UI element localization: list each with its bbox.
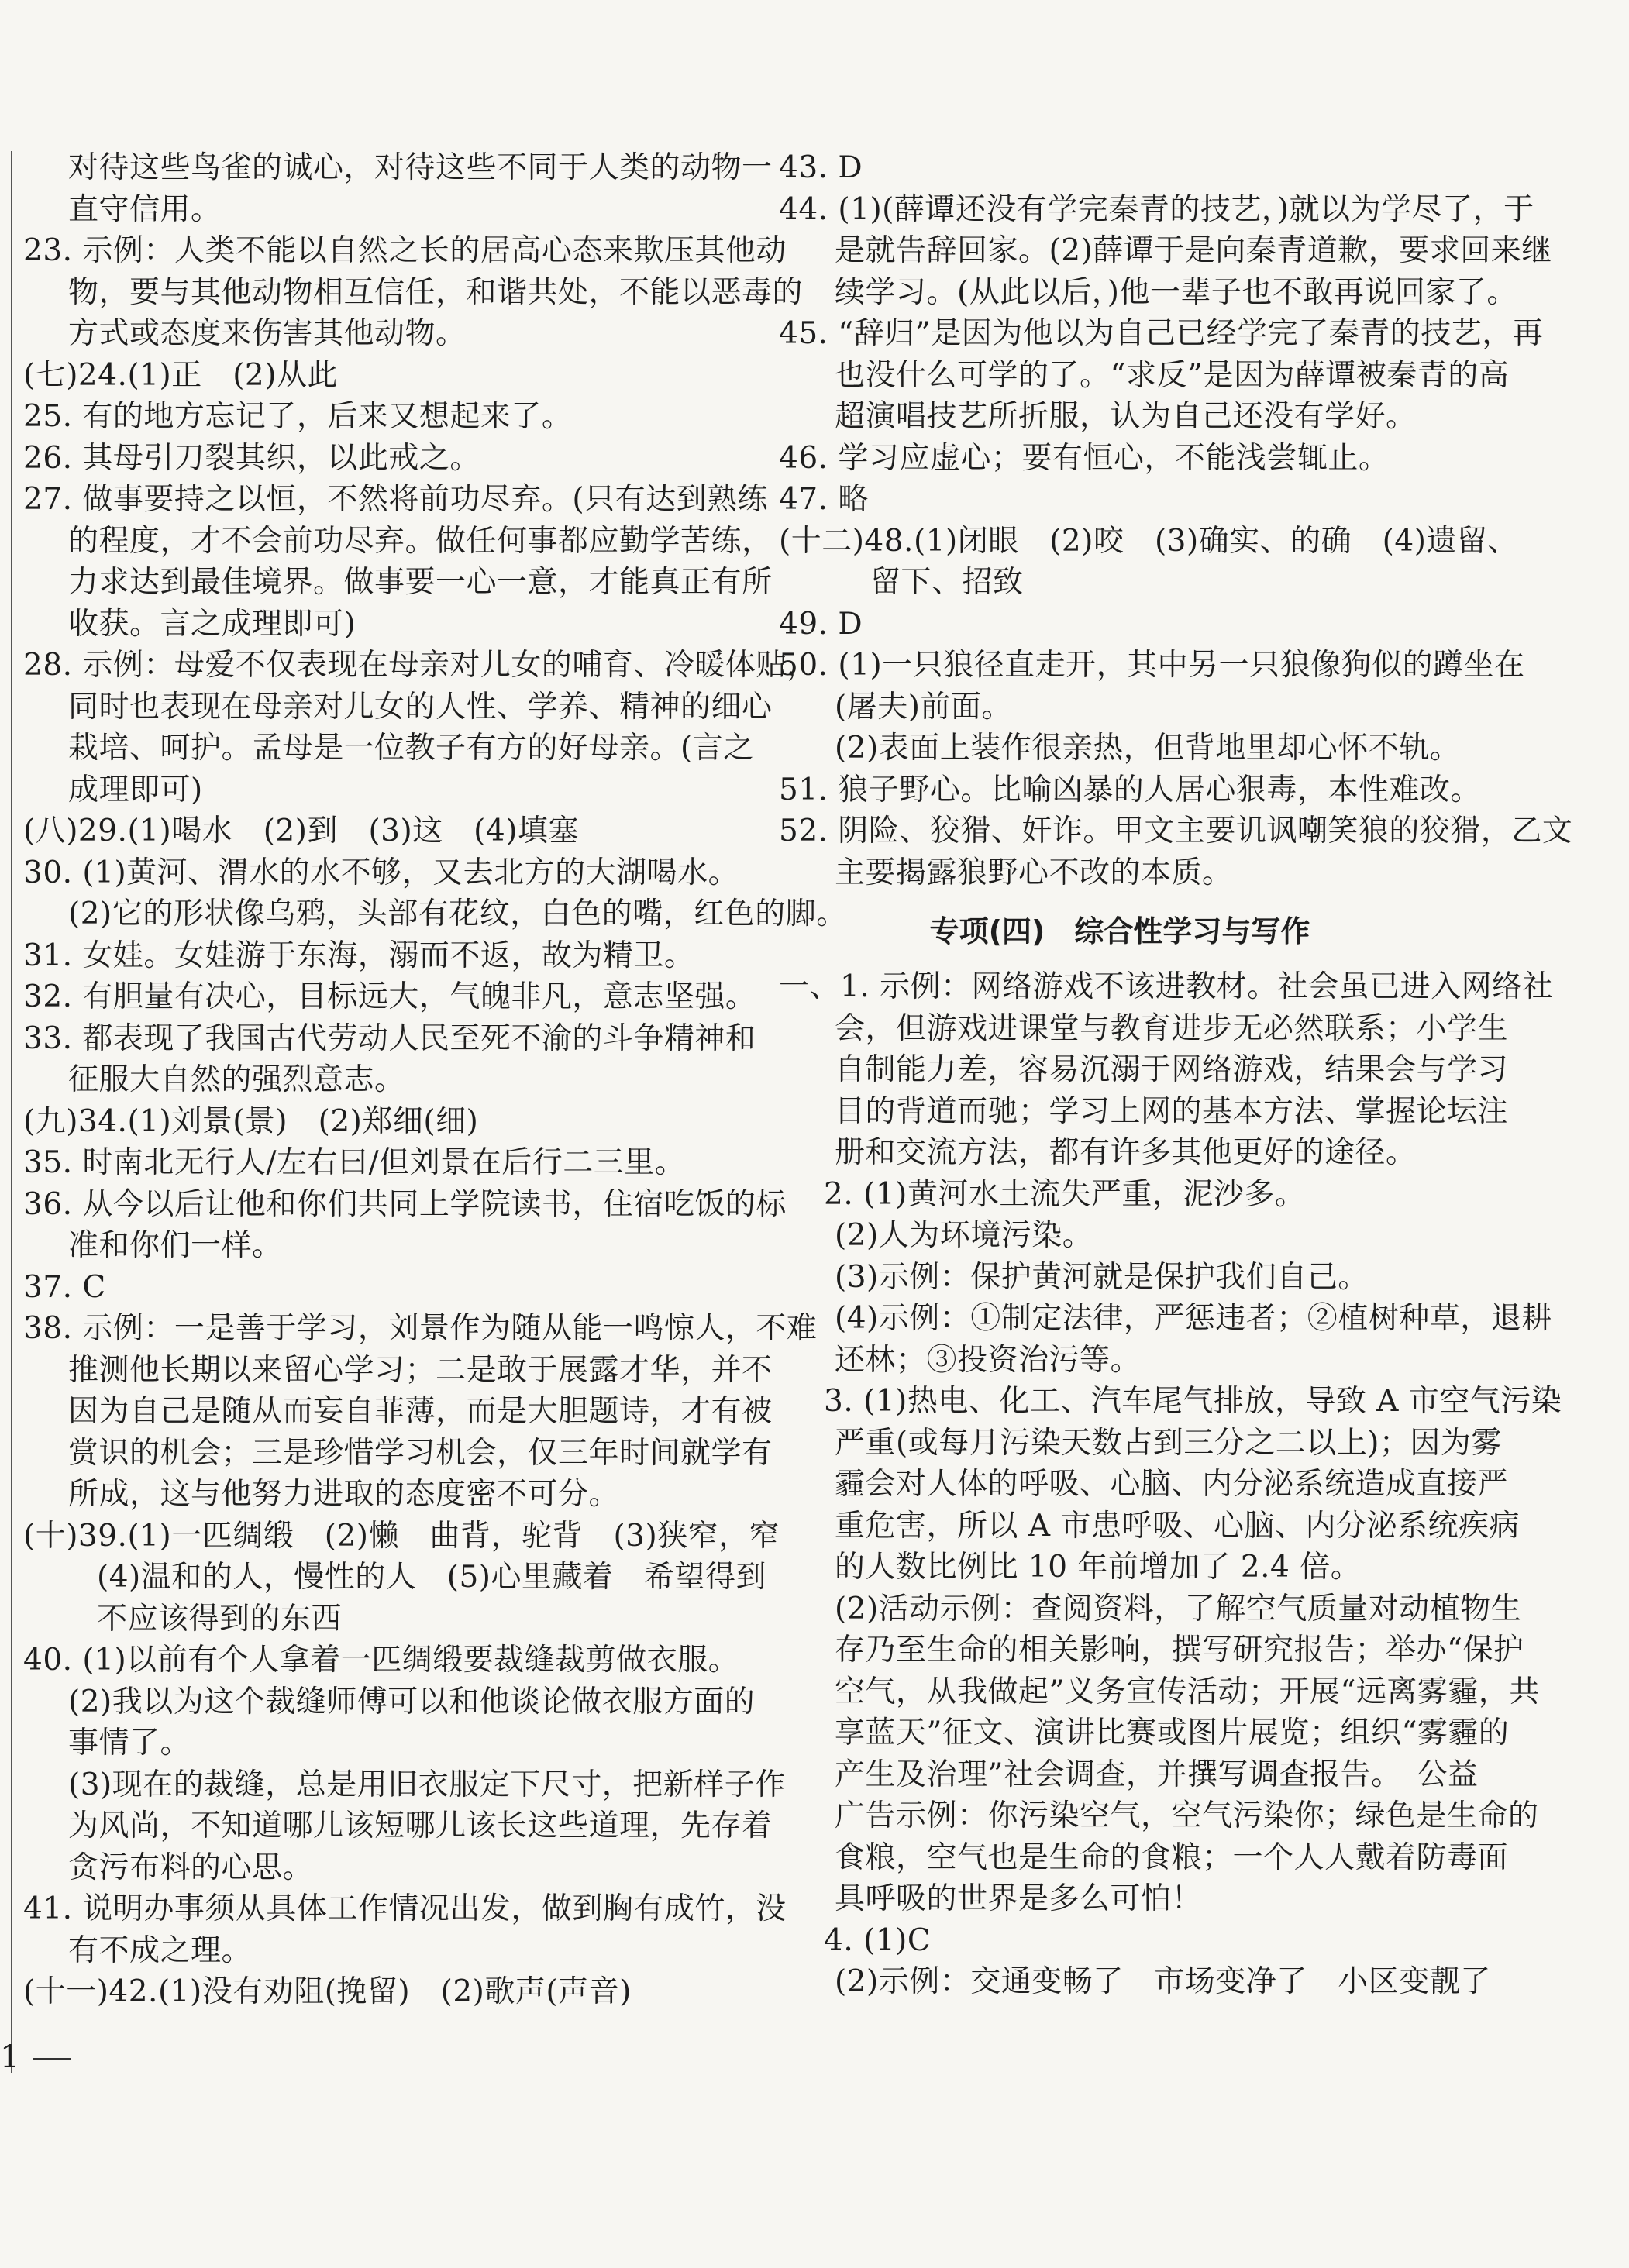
answer-line: 46. 学习应虚心；要有恒心，不能浅尝辄止。 bbox=[779, 440, 1390, 476]
answer-line: 征服大自然的强烈意志。 bbox=[68, 1062, 405, 1097]
page-number: 1 bbox=[0, 2039, 20, 2075]
answer-line: 是就告辞回家。(2)薛谭于是向秦青道歉，要求回来继 bbox=[835, 233, 1552, 268]
answer-line: 28. 示例：母爱不仅表现在母亲对儿女的哺育、冷暖体贴， bbox=[23, 648, 818, 683]
answer-line: 享蓝天”征文、演讲比赛或图片展览；组织“雾霾的 bbox=[835, 1716, 1510, 1750]
answer-line: 25. 有的地方忘记了，后来又想起来了。 bbox=[23, 399, 573, 434]
answer-line: 方式或态度来伤害其他动物。 bbox=[68, 316, 467, 351]
answer-line: 40. (1)以前有个人拿着一匹绸缎要裁缝裁剪做衣服。 bbox=[23, 1643, 739, 1678]
answer-line: 自制能力差，容易沉溺于网络游戏，结果会与学习 bbox=[835, 1052, 1509, 1087]
answer-line: 具呼吸的世界是多么可怕！ bbox=[835, 1881, 1203, 1916]
answer-line: 贪污布料的心思。 bbox=[68, 1850, 314, 1885]
answer-line: 3. (1)热电、化工、汽车尾气排放，导致 A 市空气污染 bbox=[824, 1384, 1562, 1419]
answer-line: (十)39.(1)一匹绸缎 (2)懒 曲背，驼背 (3)狭窄，窄 bbox=[23, 1518, 780, 1554]
answer-line: 37. C bbox=[23, 1269, 106, 1305]
answer-line: (2)我以为这个裁缝师傅可以和他谈论做衣服方面的 bbox=[68, 1684, 756, 1719]
answer-line: 存乃至生命的相关影响，撰写研究报告；举办“保护 bbox=[835, 1633, 1524, 1667]
answer-line: 2. (1)黄河水土流失严重，泥沙多。 bbox=[824, 1176, 1306, 1212]
answer-line: (4)温和的人，慢性的人 (5)心里藏着 希望得到 bbox=[97, 1560, 766, 1595]
answer-line: 超演唱技艺所折服，认为自己还没有学好。 bbox=[835, 399, 1417, 434]
answer-line: 食粮，空气也是生命的食粮；一个人人戴着防毒面 bbox=[835, 1840, 1509, 1875]
answer-line: 的人数比例比 10 年前增加了 2.4 倍。 bbox=[835, 1550, 1362, 1585]
answer-line: 册和交流方法，都有许多其他更好的途径。 bbox=[835, 1135, 1417, 1170]
answer-line: 产生及治理”社会调查，并撰写调查报告。 公益 bbox=[835, 1757, 1479, 1792]
section-heading: 专项(四) 综合性学习与写作 bbox=[929, 914, 1310, 948]
answer-line: 27. 做事要持之以恒，不然将前功尽弃。(只有达到熟练 bbox=[23, 482, 769, 517]
answer-line: 26. 其母引刀裂其织，以此戒之。 bbox=[23, 440, 480, 476]
answer-line: (十二)48.(1)闭眼 (2)咬 (3)确实、的确 (4)遗留、 bbox=[779, 523, 1518, 559]
answer-line: 同时也表现在母亲对儿女的人性、学养、精神的细心 bbox=[68, 689, 773, 724]
answer-line: 对待这些鸟雀的诚心，对待这些不同于人类的动物一 bbox=[68, 150, 773, 185]
answer-line: 38. 示例：一是善于学习，刘景作为随从能一鸣惊人，不难 bbox=[23, 1311, 818, 1346]
answer-line: 推测他长期以来留心学习；二是敢于展露才华，并不 bbox=[68, 1352, 773, 1388]
right-column bbox=[779, 147, 1573, 2003]
right-column-section-answers bbox=[779, 966, 1562, 2003]
answer-line: 49. D bbox=[779, 606, 863, 642]
answer-line: 成理即可) bbox=[68, 772, 203, 807]
answer-line: 32. 有胆量有决心，目标远大，气魄非凡，意志坚强。 bbox=[23, 979, 756, 1014]
answer-line: 赏识的机会；三是珍惜学习机会，仅三年时间就学有 bbox=[68, 1435, 773, 1471]
answer-line: 主要揭露狼野心不改的本质。 bbox=[835, 855, 1233, 890]
answer-line: 的程度，才不会前功尽弃。做任何事都应勤学苦练， bbox=[68, 523, 773, 559]
answer-line: 不应该得到的东西 bbox=[97, 1601, 343, 1636]
answer-line: (八)29.(1)喝水 (2)到 (3)这 (4)填塞 bbox=[23, 814, 579, 848]
right-column-answers bbox=[779, 147, 1573, 893]
answer-line: 霾会对人体的呼吸、心脑、内分泌系统造成直接严 bbox=[835, 1467, 1509, 1502]
answer-line: 重危害，所以 A 市患呼吸、心脑、内分泌系统疾病 bbox=[835, 1508, 1520, 1544]
answer-line: 44. (1)(薛谭还没有学完秦青的技艺，)就以为学尽了，于 bbox=[779, 191, 1534, 227]
answer-line: 准和你们一样。 bbox=[68, 1228, 283, 1263]
answer-line: 30. (1)黄河、渭水的水不够，又去北方的大湖喝水。 bbox=[23, 855, 739, 890]
answer-line: (2)它的形状像乌鸦，头部有花纹，白色的嘴，红色的脚。 bbox=[68, 897, 847, 931]
answer-line: 35. 时南北无行人/左右曰/但刘景在后行二三里。 bbox=[23, 1145, 686, 1180]
answer-line: 留下、招致 bbox=[870, 565, 1024, 600]
answer-line: 因为自己是随从而妄自菲薄，而是大胆题诗，才有被 bbox=[68, 1394, 773, 1429]
answer-line: (2)人为环境污染。 bbox=[835, 1218, 1093, 1253]
answer-line: 物，要与其他动物相互信任，和谐共处，不能以恶毒的 bbox=[68, 274, 804, 310]
answer-line: 31. 女娃。女娃游于东海，溺而不返，故为精卫。 bbox=[23, 938, 695, 973]
answer-line: (九)34.(1)刘景(景) (2)郑细(细) bbox=[23, 1103, 479, 1139]
answer-line: 会，但游戏进课堂与教育进步无必然联系；小学生 bbox=[835, 1010, 1509, 1046]
page-number-dash bbox=[33, 2058, 71, 2060]
answer-line: 续学习。(从此以后，)他一辈子也不敢再说回家了。 bbox=[835, 274, 1517, 310]
answer-line: 事情了。 bbox=[68, 1726, 191, 1760]
answer-line: 23. 示例：人类不能以自然之长的居高心态来欺压其他动 bbox=[23, 233, 787, 268]
answer-line: 有不成之理。 bbox=[68, 1932, 253, 1968]
answer-line: 33. 都表现了我国古代劳动人民至死不渝的斗争精神和 bbox=[23, 1020, 756, 1056]
answer-line: 严重(或每月污染天数占到三分之二以上)；因为雾 bbox=[835, 1425, 1502, 1461]
answer-line: 广告示例：你污染空气，空气污染你；绿色是生命的 bbox=[835, 1798, 1539, 1833]
answer-line: 一、1. 示例：网络游戏不该进教材。社会虽已进入网络社 bbox=[779, 969, 1554, 1004]
answer-line: 也没什么可学的了。“求反”是因为薛谭被秦青的高 bbox=[835, 357, 1510, 393]
answer-line: 收获。言之成理即可) bbox=[68, 606, 356, 642]
answer-line: 4. (1)C bbox=[824, 1922, 932, 1958]
answer-line: 直守信用。 bbox=[68, 191, 222, 227]
answer-line: 为风尚，不知道哪儿该短哪儿该长这些道理，先存着 bbox=[68, 1809, 773, 1843]
answer-line: 45. “辞归”是因为他以为自己已经学完了秦青的技艺，再 bbox=[779, 316, 1544, 351]
answer-line: (3)示例：保护黄河就是保护我们自己。 bbox=[835, 1259, 1369, 1295]
answer-line: (十一)42.(1)没有劝阻(挽留) (2)歌声(声音) bbox=[23, 1974, 632, 2009]
answer-line: 41. 说明办事须从具体工作情况出发，做到胸有成竹，没 bbox=[23, 1891, 787, 1926]
answer-line: (2)示例：交通变畅了 市场变净了 小区变靓了 bbox=[835, 1964, 1491, 1999]
answer-line: 空气，从我做起”义务宣传活动；开展“远离雾霾，共 bbox=[835, 1674, 1540, 1709]
answer-line: (3)现在的裁缝，总是用旧衣服定下尺寸，把新样子作 bbox=[68, 1767, 786, 1802]
answer-line: (七)24.(1)正 (2)从此 bbox=[23, 357, 338, 393]
margin-rule bbox=[11, 151, 12, 2073]
answer-line: 还林；③投资治污等。 bbox=[835, 1342, 1142, 1378]
answer-line: 力求达到最佳境界。做事要一心一意，才能真正有所 bbox=[68, 565, 773, 600]
answer-line: 47. 略 bbox=[779, 482, 869, 517]
answer-line: 目的背道而驰；学习上网的基本方法、掌握论坛注 bbox=[835, 1093, 1509, 1129]
answer-line: (2)表面上装作很亲热，但背地里却心怀不轨。 bbox=[835, 731, 1461, 766]
answer-line: 43. D bbox=[779, 150, 863, 185]
answer-line: 51. 狼子野心。比喻凶暴的人居心狠毒，本性难改。 bbox=[779, 772, 1481, 807]
answer-line: 栽培、呵护。孟母是一位教子有方的好母亲。(言之 bbox=[68, 731, 754, 766]
answer-line: 52. 阴险、狡猾、奸诈。甲文主要讥讽嘲笑狼的狡猾，乙文 bbox=[779, 814, 1573, 848]
answer-line: (屠夫)前面。 bbox=[835, 689, 1012, 724]
answer-line: 所成，这与他努力进取的态度密不可分。 bbox=[68, 1477, 620, 1512]
answer-line: (4)示例：①制定法律，严惩违者；②植树种草，退耕 bbox=[835, 1301, 1552, 1336]
answer-line: 50. (1)一只狼径直走开，其中另一只狼像狗似的蹲坐在 bbox=[779, 648, 1525, 683]
answer-line: (2)活动示例：查阅资料，了解空气质量对动植物生 bbox=[835, 1591, 1522, 1626]
answer-line: 36. 从今以后让他和你们共同上学院读书，住宿吃饭的标 bbox=[23, 1186, 787, 1222]
